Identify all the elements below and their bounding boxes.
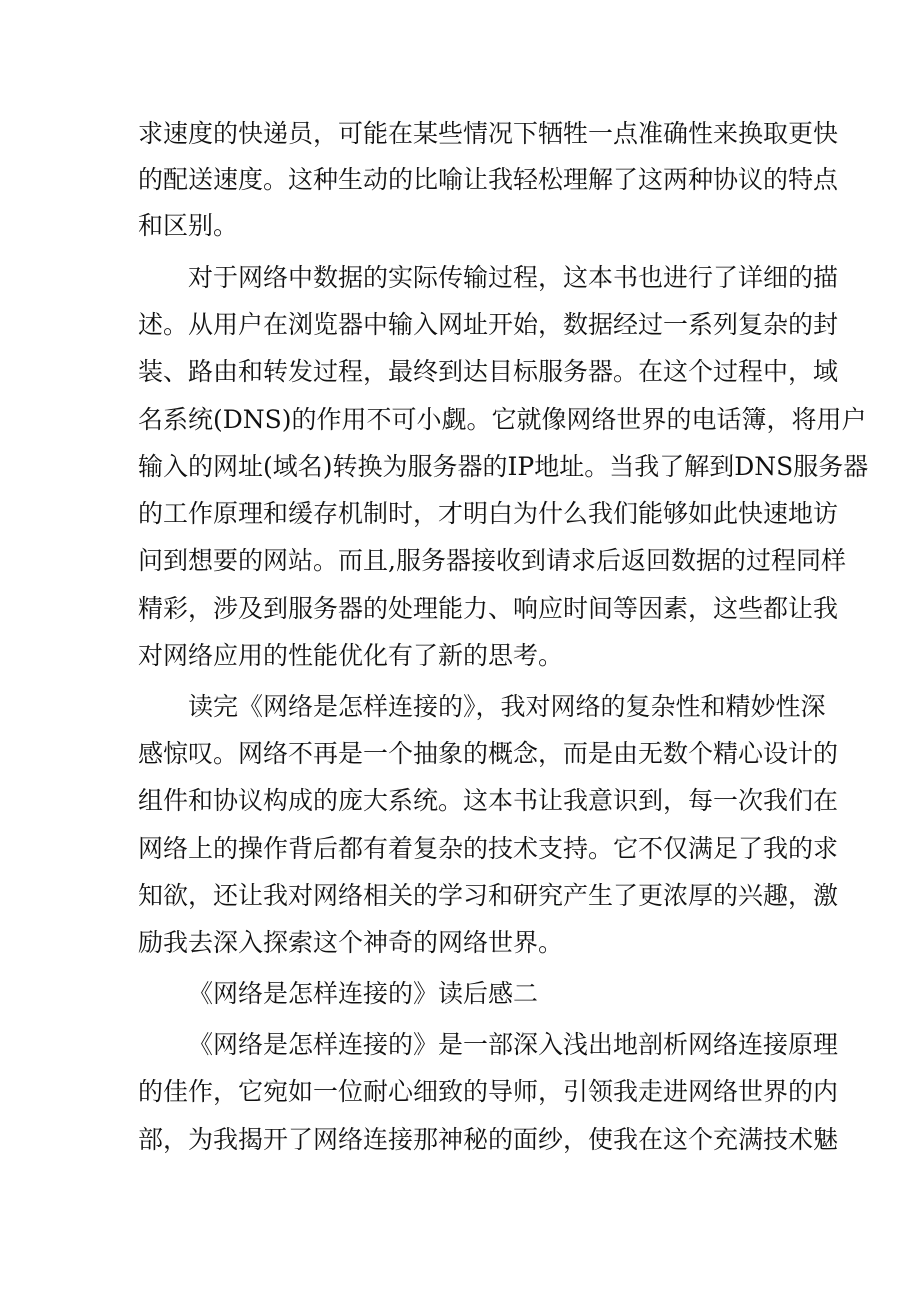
paragraph-3-line-5: 知欲，还让我对网络相关的学习和研究产生了更浓厚的兴趣，激 [138, 881, 839, 910]
paragraph-2-line-6: 的工作原理和缓存机制时，才明白为什么我们能够如此快速地访 [138, 499, 839, 528]
paragraph-1-line-3: 和区别。 [138, 211, 239, 240]
paragraph-2-line-2: 述。从用户在浏览器中输入网址开始，数据经过一系列复杂的封 [138, 310, 839, 339]
paragraph-4-line-2: 的佳作，它宛如一位耐心细致的导师，引领我走进网络世界的内 [138, 1077, 839, 1106]
paragraph-2-line-8: 精彩，涉及到服务器的处理能力、响应时间等因素，这些都让我 [138, 594, 839, 623]
section-heading: 《网络是怎样连接的》读后感二 [188, 979, 539, 1008]
paragraph-3-line-1: 读完《网络是怎样连接的》，我对网络的复杂性和精妙性深 [188, 692, 826, 721]
paragraph-4-line-3: 部，为我揭开了网络连接那神秘的面纱，使我在这个充满技术魅 [138, 1125, 839, 1154]
paragraph-4-line-1: 《网络是怎样连接的》是一部深入浅出地剖析网络连接原理 [188, 1030, 839, 1059]
paragraph-2-line-1: 对于网络中数据的实际传输过程，这本书也进行了详细的描 [188, 263, 839, 292]
paragraph-2-line-5: 输入的网址(域名)转换为服务器的IP地址。当我了解到DNS服务器 [138, 452, 869, 481]
paragraph-1-line-2: 的配送速度。这种生动的比喻让我轻松理解了这两种协议的特点 [138, 165, 839, 194]
paragraph-2-line-4: 名系统(DNS)的作用不可小觑。它就像网络世界的电话簿，将用户 [138, 405, 867, 434]
paragraph-2-line-9: 对网络应用的性能优化有了新的思考。 [138, 641, 564, 670]
paragraph-2-line-3: 装、路由和转发过程，最终到达目标服务器。在这个过程中，域 [138, 357, 839, 386]
paragraph-3-line-3: 组件和协议构成的庞大系统。这本书让我意识到，每一次我们在 [138, 786, 839, 815]
paragraph-2-line-7: 问到想要的网站。而且,服务器接收到请求后返回数据的过程同样 [138, 546, 846, 575]
paragraph-3-line-4: 网络上的操作背后都有着复杂的技术支持。它不仅满足了我的求 [138, 834, 839, 863]
paragraph-3-line-2: 感惊叹。网络不再是一个抽象的概念，而是由无数个精心设计的 [138, 739, 839, 768]
paragraph-1-line-1: 求速度的快递员，可能在某些情况下牺牲一点准确性来换取更快 [138, 119, 839, 148]
paragraph-3-line-6: 励我去深入探索这个神奇的网络世界。 [138, 928, 564, 957]
